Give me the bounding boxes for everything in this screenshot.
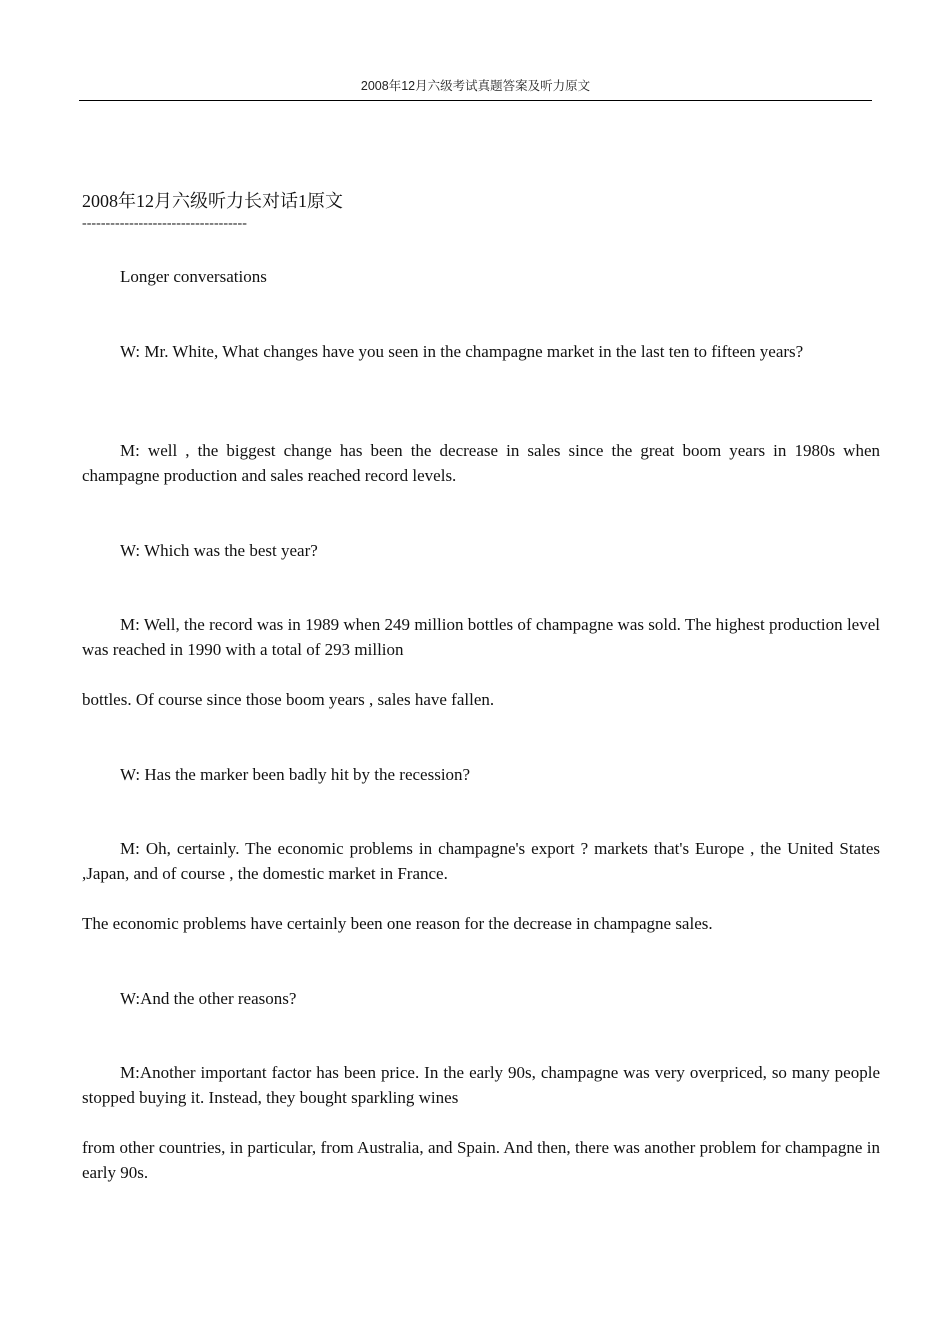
dialogue-paragraph: W: Mr. White, What changes have you seen in the champagne market in the last ten to fifteen years? [120,342,804,361]
section-heading: Longer conversations [120,267,267,286]
dashed-separator: ----------------------------------- [82,216,247,231]
header-divider [79,100,872,101]
dialogue-paragraph: M: Well, the record was in 1989 when 249 million bottles of champagne was sold. The highest production level was reached in 1990 with a total of 293 million [82,615,880,659]
dialogue-paragraph: M: Oh, certainly. The economic problems in champagne's export ? markets that's Europe , the United States ,Japan, and of course , the domestic market in France. [82,839,880,883]
document-title: 2008年12月六级听力长对话1原文 [82,191,343,211]
dialogue-paragraph: W: Has the marker been badly hit by the recession? [120,765,471,784]
dialogue-paragraph: W: Which was the best year? [120,541,318,560]
dialogue-continuation: bottles. Of course since those boom years , sales have fallen. [82,690,495,709]
dialogue-paragraph: M: well , the biggest change has been the decrease in sales since the great boom years in 1980s when champagne production and sales reached record levels. [82,441,880,485]
dialogue-continuation: from other countries, in particular, from Australia, and Spain. And then, there was another problem for champagne in early 90s. [82,1138,880,1182]
dialogue-paragraph: W:And the other reasons? [120,989,297,1008]
dialogue-paragraph: M:Another important factor has been price. In the early 90s, champagne was very overpriced, so many people stopped buying it. Instead, they bought sparkling wines [82,1063,880,1107]
dialogue-continuation: The economic problems have certainly been one reason for the decrease in champagne sales. [82,914,713,933]
page-header: 2008年12月六级考试真题答案及听力原文 [360,79,591,93]
